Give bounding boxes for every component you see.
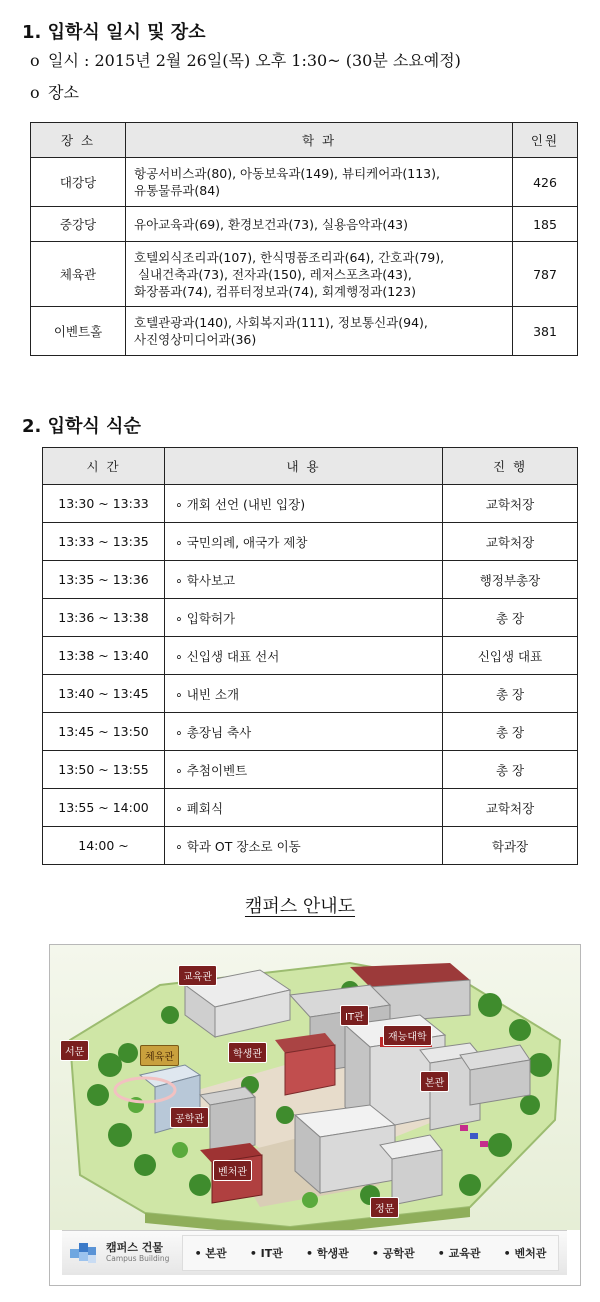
venue-header-place: 장 소: [31, 123, 126, 158]
campus-legend: [62, 1230, 567, 1275]
campus-illustration: [50, 945, 580, 1230]
schedule-by: 행정부총장: [443, 561, 578, 599]
schedule-item: ∘ 학과 OT 장소로 이동: [165, 827, 443, 865]
date-line: [30, 48, 461, 71]
campus-building-icon: [68, 1237, 98, 1267]
venue-row: [31, 307, 578, 356]
campus-map-title: 캠퍼스 안내도: [244, 896, 356, 917]
label-it-hall: IT관: [340, 1005, 369, 1026]
section2-title: 2. 입학식 식순: [22, 416, 141, 437]
venue-depts: [126, 158, 513, 207]
venue-depts: [126, 207, 513, 242]
legend-subtitle: Campus Building: [106, 1254, 170, 1263]
schedule-time: 13:45 ~ 13:50: [43, 713, 165, 751]
legend-item: • 교육관: [437, 1247, 481, 1260]
schedule-item: ∘ 폐회식: [165, 789, 443, 827]
venue-row: [31, 207, 578, 242]
label-engineering-hall: 공학관: [170, 1107, 209, 1128]
schedule-row: [43, 523, 578, 561]
schedule-item: ∘ 총장님 축사: [165, 713, 443, 751]
schedule-by: 총 장: [443, 599, 578, 637]
schedule-row: [43, 789, 578, 827]
label-main-hall: 본관: [420, 1071, 449, 1092]
section1-title: 1. 입학식 일시 및 장소: [22, 22, 206, 43]
schedule-time: 13:55 ~ 14:00: [43, 789, 165, 827]
venue-header-count: 인원: [513, 123, 578, 158]
schedule-row: [43, 561, 578, 599]
venue-dept-line: 화장품과(74), 컴퓨터정보과(74), 회계행정과(123): [134, 283, 416, 299]
schedule-item: ∘ 국민의례, 애국가 제창: [165, 523, 443, 561]
label-gymnasium: 체육관: [140, 1045, 179, 1066]
schedule-by: 총 장: [443, 675, 578, 713]
schedule-row: [43, 713, 578, 751]
schedule-item: ∘ 신입생 대표 선서: [165, 637, 443, 675]
schedule-row: [43, 751, 578, 789]
legend-items: [182, 1235, 559, 1271]
schedule-header-item: 내 용: [165, 448, 443, 485]
schedule-row: [43, 675, 578, 713]
venue-table: [30, 122, 578, 356]
label-student-hall: 학생관: [228, 1042, 267, 1063]
venue-place: 체육관: [31, 242, 126, 307]
venue-depts: [126, 242, 513, 307]
schedule-item: ∘ 학사보고: [165, 561, 443, 599]
schedule-by: 교학처장: [443, 485, 578, 523]
venue-place: 대강당: [31, 158, 126, 207]
venue-dept-line: 호텔관광과(140), 사회복지과(111), 정보통신과(94),: [134, 315, 428, 330]
date-text: 일시 : 2015년 2월 26일(목) 오후 1:30~ (30분 소요예정): [48, 51, 461, 70]
schedule-time: 13:38 ~ 13:40: [43, 637, 165, 675]
label-education-hall: 교육관: [178, 965, 217, 986]
venue-dept-line: 사진영상미디어과(36): [134, 332, 257, 347]
venue-count: 787: [513, 242, 578, 307]
schedule-body: [43, 485, 578, 865]
schedule-by: 교학처장: [443, 789, 578, 827]
venue-place: 중강당: [31, 207, 126, 242]
legend-title: 캠퍼스 건물: [106, 1241, 163, 1254]
schedule-table: [42, 447, 578, 865]
schedule-row: [43, 827, 578, 865]
legend-item: • 벤처관: [503, 1247, 547, 1260]
schedule-item: ∘ 추첨이벤트: [165, 751, 443, 789]
schedule-by: 신입생 대표: [443, 637, 578, 675]
venue-place: 이벤트홀: [31, 307, 126, 356]
venue-count: 185: [513, 207, 578, 242]
schedule-header-by: 진 행: [443, 448, 578, 485]
schedule-item: ∘ 개회 선언 (내빈 입장): [165, 485, 443, 523]
place-text: 장소: [48, 83, 79, 102]
venue-dept-line: 항공서비스과(80), 아동보육과(149), 뷰티케어과(113),: [134, 166, 440, 181]
schedule-item: ∘ 입학허가: [165, 599, 443, 637]
schedule-time: 13:35 ~ 13:36: [43, 561, 165, 599]
legend-item: • 학생관: [306, 1247, 349, 1260]
bullet-mark: o: [30, 51, 40, 70]
venue-count: 426: [513, 158, 578, 207]
bullet-mark: o: [30, 83, 40, 102]
schedule-by: 총 장: [443, 751, 578, 789]
schedule-row: [43, 599, 578, 637]
venue-count: 381: [513, 307, 578, 356]
label-west-gate: 서문: [60, 1040, 89, 1061]
schedule-time: 13:33 ~ 13:35: [43, 523, 165, 561]
venue-dept-line: 유통물류과(84): [134, 183, 221, 198]
legend-item: • 본관: [194, 1247, 227, 1260]
schedule-by: 학과장: [443, 827, 578, 865]
schedule-time: 13:36 ~ 13:38: [43, 599, 165, 637]
venue-depts: [126, 307, 513, 356]
label-venture-hall: 벤처관: [213, 1160, 252, 1181]
label-main-gate: 정문: [370, 1197, 399, 1218]
campus-map: [49, 944, 581, 1286]
venue-dept-line: 실내건축과(73), 전자과(150), 레저스포츠과(43),: [134, 266, 412, 282]
legend-item: • 공학관: [371, 1247, 415, 1260]
schedule-time: 13:30 ~ 13:33: [43, 485, 165, 523]
schedule-header-row: [43, 448, 578, 485]
venue-row: [31, 242, 578, 307]
schedule-by: 교학처장: [443, 523, 578, 561]
venue-dept-line: 유아교육과(69), 환경보건과(73), 실용음악과(43): [134, 216, 408, 232]
venue-header-row: [31, 123, 578, 158]
schedule-item: ∘ 내빈 소개: [165, 675, 443, 713]
legend-item: • IT관: [249, 1247, 283, 1260]
venue-header-dept: 학 과: [126, 123, 513, 158]
place-line: [30, 80, 79, 103]
schedule-header-time: 시 간: [43, 448, 165, 485]
schedule-time: 14:00 ~: [43, 827, 165, 865]
venue-row: [31, 158, 578, 207]
venue-dept-line: 호텔외식조리과(107), 한식명품조리과(64), 간호과(79),: [134, 249, 445, 265]
schedule-row: [43, 485, 578, 523]
venue-body: [31, 158, 578, 356]
schedule-row: [43, 637, 578, 675]
label-sign: 재능대학: [383, 1025, 432, 1046]
schedule-time: 13:40 ~ 13:45: [43, 675, 165, 713]
schedule-time: 13:50 ~ 13:55: [43, 751, 165, 789]
schedule-by: 총 장: [443, 713, 578, 751]
